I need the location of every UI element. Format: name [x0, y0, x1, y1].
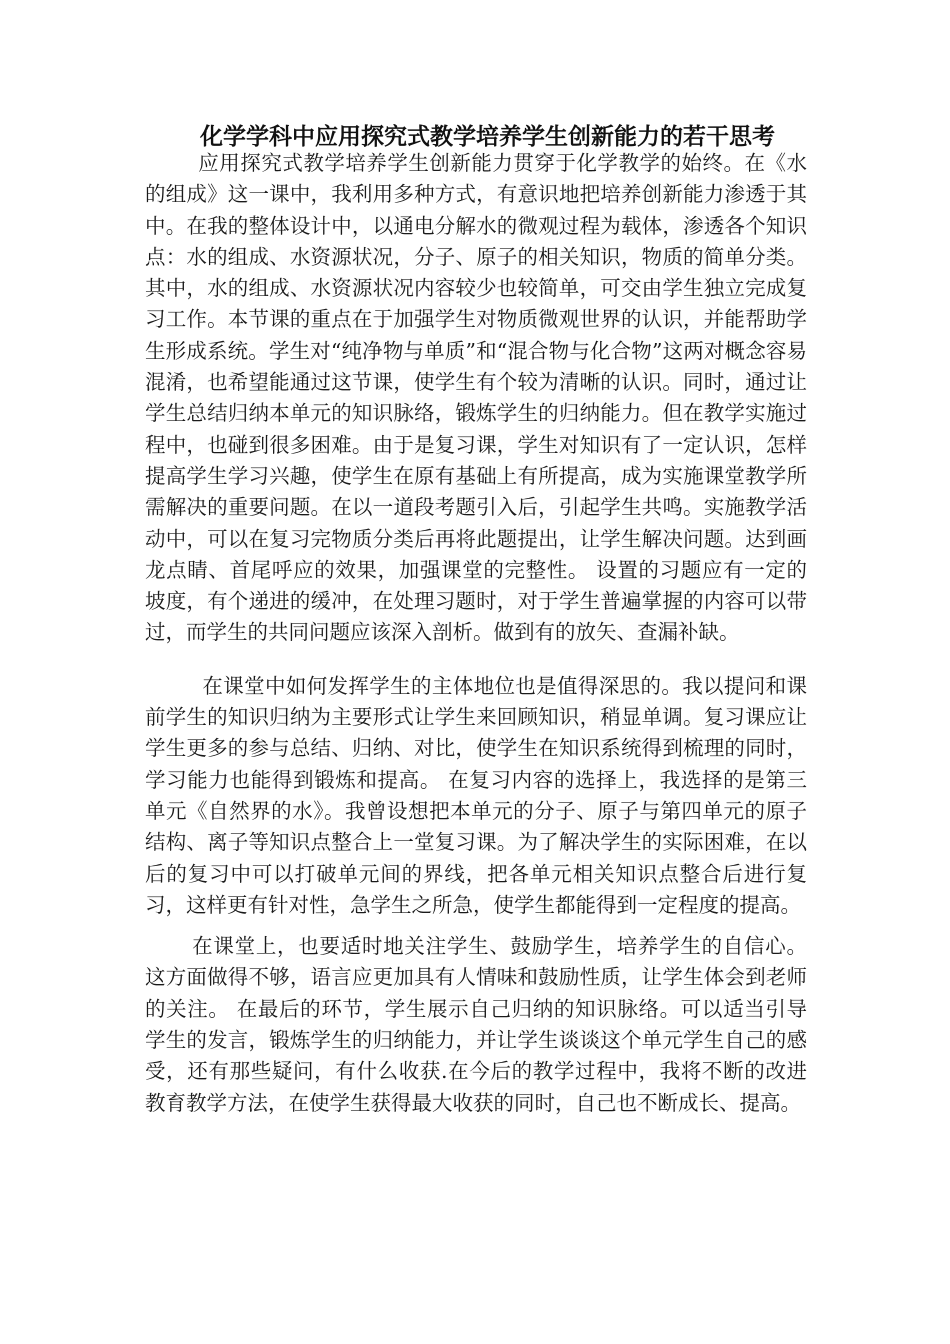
paragraph-1: 应用探究式教学培养学生创新能力贯穿于化学教学的始终。在《水的组成》这一课中，我利用多种方式，有意识地把培养创新能力渗透于其中。在我的整体设计中，以通电分解水的微观过程为载体，渗透各个知识点：水的组成、水资源状况，分子、原子的相关知识，物质的简单分类。其中，水的组成、水资源状况内容较少也较简单，可交由学生独立完成复习工作。本节课的重点在于加强学生对物质微观世界的认识，并能帮助学生形成系统。学生对“纯净物与单质”和“混合物与化合物”这两对概念容易混淆，也希望能通过这节课，使学生有个较为清晰的认识。同时，通过让学生总结归纳本单元的知识脉络，锻炼学生的归纳能力。但在教学实施过程中，也碰到很多困难。由于是复习课，学生对知识有了一定认识，怎样提高学生学习兴趣，使学生在原有基础上有所提高，成为实施课堂教学所需解决的重要问题。在以一道段考题引入后，引起学生共鸣。实施教学活动中，可以在复习完物质分类后再将此题提出，让学生解决问题。达到画龙点睛、首尾呼应的效果，加强课堂的完整性。 设置的习题应有一定的坡度，有个递进的缓冲，在处理习题时，对于学生普遍掌握的内容可以带过，而学生的共同问题应该深入剖析。做到有的放矢、查漏补缺。 — [145, 151, 807, 645]
paragraph-3: 在课堂上，也要适时地关注学生、鼓励学生，培养学生的自信心。这方面做得不够，语言应更加具有人情味和鼓励性质，让学生体会到老师的关注。 在最后的环节，学生展示自己归纳的知识脉络。可以适当引导学生的发言，锻炼学生的归纳能力，并让学生谈谈这个单元学生自己的感受，还有那些疑问，有什么收获.在今后的教学过程中，我将不断的改进教育教学方法，在使学生获得最大收获的同时，自己也不断成长、提高。 — [145, 934, 807, 1115]
paragraph-2: 在课堂中如何发挥学生的主体地位也是值得深思的。我以提问和课前学生的知识归纳为主要形式让学生来回顾知识，稍显单调。复习课应让学生更多的参与总结、归纳、对比，使学生在知识系统得到梳理的同时，学习能力也能得到锻炼和提高。 在复习内容的选择上，我选择的是第三单元《自然界的水》。我曾设想把本单元的分子、原子与第四单元的原子结构、离子等知识点整合上一堂复习课。为了解决学生的实际困难，在以后的复习中可以打破单元间的界线，把各单元相关知识点整合后进行复习，这样更有针对性，急学生之所急，使学生都能得到一定程度的提高。 — [145, 673, 807, 917]
document-title: 化学学科中应用探究式教学培养学生创新能力的若干思考 — [200, 124, 775, 150]
document-body — [145, 148, 807, 1119]
